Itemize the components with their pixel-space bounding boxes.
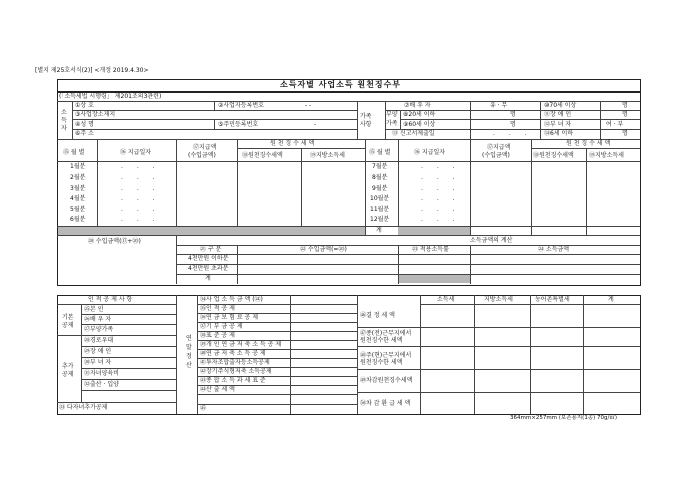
paydate-col-left: ⑯ 지급일자 — [120, 149, 152, 156]
blank-right-total — [398, 227, 470, 235]
paydate-7[interactable]: . . . — [421, 163, 461, 170]
ye-refund: ㊿차 감 환 급 세 액 — [360, 400, 411, 407]
month-col-left: ⑮ 월 별 — [63, 149, 85, 156]
ye-prev-wh: ㊼종(전)근무지에서 원천징수한 세액 — [360, 330, 412, 344]
month-row-8: 8월분 — [372, 174, 388, 181]
over60-label: ⑨60세 이상 — [403, 121, 436, 128]
additional-deduction-label: 추가 공제 — [62, 363, 74, 378]
paydate-10[interactable]: . . . — [421, 195, 461, 202]
payee-side-3: 자 — [61, 125, 67, 132]
wh-income-col-right: ⑱원천징수세액 — [533, 152, 574, 159]
paydate-3[interactable]: . . . — [121, 185, 161, 192]
ded-multichild: ㉝ 다자녀추가공제 — [59, 404, 108, 411]
bizno-value[interactable]: - - — [305, 102, 312, 109]
revenue-col: ㉒ 수입금액(=⑳) — [300, 246, 347, 253]
over60-unit: 명 — [510, 121, 516, 128]
ded-elder: ㉘경로우대 — [84, 337, 114, 344]
female-value[interactable]: 여 · 부 — [606, 121, 624, 128]
amount-col-left-1: ⑰지급액 — [193, 144, 217, 151]
basic-deduction-label: 기본 공제 — [62, 314, 74, 329]
ye-col-income: 소득세 — [437, 296, 455, 303]
payee-side-1: 소 — [61, 109, 67, 116]
yearend-side-3: 정 — [186, 353, 192, 360]
income-col: ㉔ 소득금액 — [538, 246, 570, 253]
ye-item-3: ㊱연 금 보 험 료 공 제 — [200, 314, 259, 321]
family-label-2: 사항 — [360, 121, 372, 128]
ye-curr-wh: ㊽주(현)근무지에서 원천징수한 세액 — [360, 352, 412, 366]
amount-col-right-1: ⑰지급액 — [487, 144, 511, 151]
month-row-4: 4월분 — [70, 195, 86, 202]
ye-item-12: ㊺ — [200, 405, 207, 412]
blank-left-total — [58, 227, 365, 235]
under6-label: ⑭6세 이하 — [544, 130, 574, 137]
month-row-2: 2월분 — [70, 174, 86, 181]
wh-header-left: 원 천 징 수 세 액 — [270, 140, 315, 147]
disabled-label: ⑪장 애 인 — [544, 111, 572, 118]
yearend-side-1: 연 — [186, 335, 192, 342]
ded-disabled: ㉙장 애 인 — [84, 348, 112, 355]
month-row-11: 11월분 — [370, 206, 390, 213]
ye-col-total: 계 — [608, 296, 614, 303]
address-label: ⑥주 소 — [75, 130, 94, 137]
aged70-unit: 명 — [622, 102, 628, 109]
deduction-title: 인 적 공 제 사 항 — [88, 296, 133, 303]
ye-item-7: ㊵연 금 저 축 소 득 공 제 — [200, 350, 266, 357]
ye-item-4: ㊲기 부 금 공 제 — [200, 323, 243, 330]
ded-self: ㉕본 인 — [84, 306, 104, 313]
amount-col-right-2: (수입금액) — [482, 152, 510, 159]
payee-side-2: 득 — [61, 117, 67, 124]
paydate-col-right: ⑯ 지급일자 — [414, 149, 446, 156]
paydate-1[interactable]: . . . — [121, 163, 161, 170]
bizno-label: ②사업자등록번호 — [218, 102, 264, 109]
month-row-12: 12월분 — [370, 216, 390, 223]
under6-unit: 명 — [622, 130, 628, 137]
business-place-label: ③사업장소재지 — [75, 111, 116, 118]
revenue-total-label: ⑳ 수입금액(⑰+⑳) — [88, 238, 141, 245]
page-title: 소득자별 사업소득 원천징수부 — [280, 80, 402, 89]
calc-row-2: 4천만원 초과분 — [188, 265, 229, 272]
month-row-9: 9월분 — [372, 185, 388, 192]
calc-title: 소득금액의 계산 — [470, 237, 513, 244]
paydate-12[interactable]: . . . — [421, 216, 461, 223]
paydate-11[interactable]: . . . — [421, 206, 461, 213]
calc-row-1: 4천만원 이하분 — [188, 255, 229, 262]
rep-name-label: ④성 명 — [75, 121, 94, 128]
ded-spouse: ㉖배 우 자 — [84, 316, 112, 323]
form-id: [별지 제25호서식(2)] <개정 2019.4.30> — [35, 67, 149, 74]
report-date-label: ⑬ 신고서제출일 — [392, 130, 435, 137]
amount-col-left-2: (수입금액) — [188, 152, 216, 159]
month-row-10: 10월분 — [370, 195, 390, 202]
month-row-6: 6월분 — [70, 216, 86, 223]
calc-total-blank — [399, 275, 470, 283]
spouse-value[interactable]: 유 · 무 — [490, 102, 508, 109]
wh-header-right: 원 천 징 수 세 액 — [566, 140, 611, 147]
resident-no-label: ⑤주민등록번호 — [218, 121, 259, 128]
wh-local-col-left: ⑲지방소득세 — [310, 152, 345, 159]
report-date-value[interactable]: . . . — [493, 130, 533, 137]
spouse-label: ⑦배 우 자 — [404, 102, 431, 109]
ye-item-10: ㊸종 합 소 득 과 세 표 준 — [200, 377, 266, 384]
dependent-label-1: 부양 — [386, 111, 398, 118]
ye-col-rural: 농어촌특별세 — [535, 296, 570, 303]
ye-item-2: ㉟인 적 공 제 — [200, 305, 235, 312]
disabled-unit: 명 — [622, 111, 628, 118]
paydate-8[interactable]: . . . — [421, 174, 461, 181]
paper-spec: 364mm×257mm (보존용지(1종) 70g/㎡) — [510, 415, 618, 421]
ded-childcare: ㉛자녀양육비 — [84, 370, 119, 377]
resident-no-value[interactable]: - — [314, 121, 317, 128]
gubun-label: ㉑ 구 분 — [200, 246, 222, 253]
yearend-side-2: 말 — [186, 344, 192, 351]
law-reference: (「소득세법 시행령」 제201조의3관련) — [59, 93, 162, 100]
under20-unit: 명 — [510, 111, 516, 118]
paydate-5[interactable]: . . . — [121, 206, 161, 213]
ye-final-tax: ㊻결 정 세 액 — [360, 312, 395, 319]
ye-item-8: ㊶투자조합출자등소득공제 — [200, 359, 270, 366]
paydate-4[interactable]: . . . — [121, 195, 161, 202]
ye-item-5: ㊳표 준 공 제 — [200, 332, 235, 339]
ye-item-6: ㊴개 인 연 금 저 축 소 득 공 제 — [200, 341, 282, 348]
family-label-1: 가족 — [360, 113, 372, 120]
dependent-label-2: 가족 — [386, 120, 398, 127]
yearend-side-4: 산 — [186, 362, 192, 369]
month-row-3: 3월분 — [70, 185, 86, 192]
rate-col: ㉓ 적용소득률 — [412, 246, 449, 253]
ded-dependents: ㉗부양가족 — [84, 326, 114, 333]
ye-net-wh: ㊾차감원천징수세액 — [360, 377, 413, 384]
paydate-2[interactable]: . . . — [121, 174, 161, 181]
ye-col-local: 지방소득세 — [484, 296, 513, 303]
month-col-right: ⑮ 월 별 — [369, 149, 391, 156]
month-row-1: 1월분 — [70, 163, 86, 170]
ded-female: ㉚부 녀 자 — [84, 359, 112, 366]
monthly-total-label: 계 — [376, 227, 382, 234]
month-row-7: 7월분 — [372, 163, 388, 170]
ye-item-1: ㉞사 업 소 득 금 액 (㉔) — [200, 296, 263, 303]
wh-income-col-left: ⑱원천징수세액 — [242, 152, 283, 159]
paydate-6[interactable]: . . . — [121, 216, 161, 223]
under20-label: ⑧20세 이하 — [403, 111, 436, 118]
aged70-label: ⑩70세 이상 — [544, 102, 577, 109]
month-row-5: 5월분 — [70, 206, 86, 213]
ye-item-11: ㊹산 출 세 액 — [200, 386, 235, 393]
ded-birth: ㉜출산 · 입양 — [84, 381, 119, 388]
ye-item-9: ㊷장기주식형저축 소득공제 — [200, 368, 272, 375]
female-label: ⑫부 녀 자 — [544, 121, 572, 128]
wh-local-col-right: ⑲지방소득세 — [589, 152, 624, 159]
paydate-9[interactable]: . . . — [421, 185, 461, 192]
calc-row-3: 계 — [205, 275, 211, 282]
trade-name-label: ①상 호 — [75, 102, 94, 109]
